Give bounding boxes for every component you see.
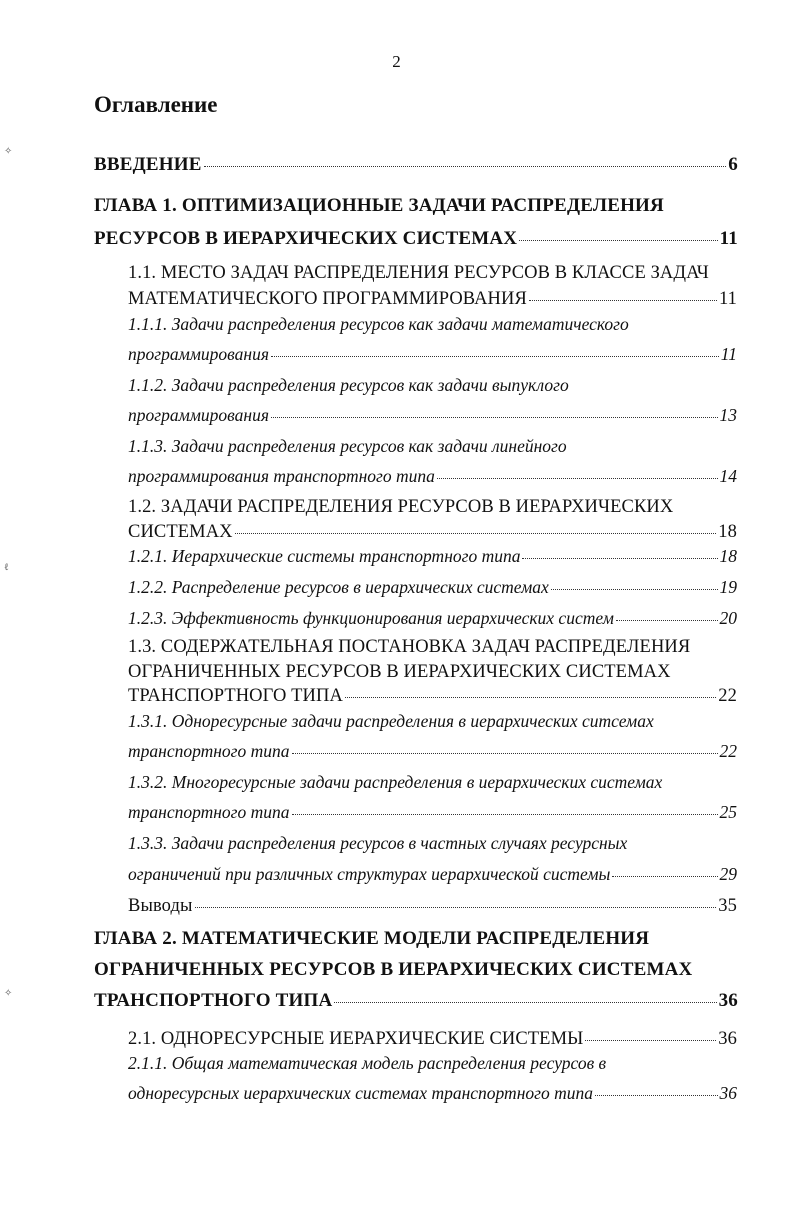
leader-dots [292,753,718,754]
leader-dots [345,697,716,698]
toc-page-number: 36 [718,990,738,1011]
toc-entry-chapter2-line2[interactable]: ОГРАНИЧЕННЫХ РЕСУРСОВ В ИЕРАРХИЧЕСКИХ СИСТЕМАХ [94,959,693,980]
toc-entry-chapter1-line1[interactable]: ГЛАВА 1. ОПТИМИЗАЦИОННЫЕ ЗАДАЧИ РАСПРЕДЕЛЕНИЯ [94,195,664,216]
toc-entry-text: СИСТЕМАХ [128,522,233,542]
toc-entry-1-2-1[interactable] [128,546,737,567]
toc-page-number: 18 [719,546,737,566]
toc-entry-text: РЕСУРСОВ В ИЕРАРХИЧЕСКИХ СИСТЕМАХ [94,228,518,249]
leader-dots [271,417,718,418]
toc-entry-text: программирования [128,344,269,364]
toc-entry-text: программирования транспортного типа [128,466,435,486]
scan-speck: ✧ [4,988,13,999]
toc-page-number: 11 [718,289,737,309]
toc-entry-1-2-line1[interactable]: 1.2. ЗАДАЧИ РАСПРЕДЕЛЕНИЯ РЕСУРСОВ В ИЕРАРХИЧЕСКИХ [128,497,674,517]
scan-speck: ℓ [4,562,9,573]
toc-entry-1-1-1[interactable] [128,344,737,365]
toc-entry-text: 2.1. ОДНОРЕСУРСНЫЕ ИЕРАРХИЧЕСКИЕ СИСТЕМЫ [128,1029,584,1049]
leader-dots [551,589,718,590]
toc-entry-text: ТРАНСПОРТНОГО ТИПА [94,990,333,1011]
toc-entry-text: ТРАНСПОРТНОГО ТИПА [128,686,343,706]
toc-entry-2-1-1-line1[interactable]: 2.1.1. Общая математическая модель распределения ресурсов в [128,1053,607,1073]
toc-entry-1-1-2[interactable] [128,405,737,426]
toc-page-number: 29 [719,864,737,884]
leader-dots [437,478,718,479]
toc-entry-1-1-2-line1[interactable]: 1.1.2. Задачи распределения ресурсов как задачи выпуклого [128,375,569,395]
toc-entry-text: ВВЕДЕНИЕ [94,154,202,175]
leader-dots [616,620,718,621]
leader-dots [585,1040,716,1041]
toc-entry-2-1[interactable] [128,1029,737,1050]
leader-dots [271,356,719,357]
toc-page-number: 25 [719,802,737,822]
leader-dots [595,1095,718,1096]
toc-entry-1-1-3-line1[interactable]: 1.1.3. Задачи распределения ресурсов как задачи линейного [128,436,567,456]
leader-dots [235,533,717,534]
toc-entry-1-3-1-line1[interactable]: 1.3.1. Однорecурсные задачи распределения в иерархических ситсемах [128,711,654,731]
toc-entry-text: ограничений при различных структурах иерархической системы [128,864,611,884]
toc-entry-chapter1[interactable] [94,228,738,250]
leader-dots [612,876,717,877]
leader-dots [522,558,717,559]
toc-entry-1-1-1-line1[interactable]: 1.1.1. Задачи распределения ресурсов как задачи математического [128,314,629,334]
toc-entry-1-2-3[interactable] [128,608,737,629]
toc-entry-text: программирования [128,405,269,425]
scan-speck: ✧ [4,146,13,157]
toc-entry-1-3-3[interactable] [128,864,737,885]
leader-dots [204,166,727,167]
leader-dots [529,300,717,301]
leader-dots [292,814,718,815]
toc-entry-text: 1.2.3. Эффективность функционирования иерархических систем [128,608,614,628]
toc-page-number: 13 [719,405,737,425]
toc-entry-conclusions[interactable] [128,896,737,917]
toc-entry-2-1-1[interactable] [128,1083,737,1104]
toc-page-number: 18 [718,522,737,542]
toc-page-number: 6 [728,154,738,175]
toc-entry-1-3-3-line1[interactable]: 1.3.3. Задачи распределения ресурсов в частных случаях ресурсных [128,833,628,853]
toc-entry-1-3[interactable] [128,686,737,707]
toc-entry-text: транспортного типа [128,802,290,822]
toc-page-number: 19 [719,577,737,597]
toc-entry-1-3-2[interactable] [128,802,737,823]
toc-entry-text: транспортного типа [128,741,290,761]
leader-dots [334,1002,716,1003]
toc-entry-text: МАТЕМАТИЧЕСКОГО ПРОГРАММИРОВАНИЯ [128,289,527,309]
toc-entry-text: 1.2.1. Иерархические системы транспортного типа [128,546,521,566]
toc-entry-1-1[interactable] [128,289,737,310]
toc-entry-chapter2[interactable] [94,990,738,1012]
toc-page-number: 22 [719,741,737,761]
toc-entry-1-3-line2[interactable]: ОГРАНИЧЕННЫХ РЕСУРСОВ В ИЕРАРХИЧЕСКИХ СИСТЕМАХ [128,662,671,682]
toc-page-number: 14 [719,466,737,486]
toc-entry-1-1-3[interactable] [128,466,737,487]
toc-entry-text: 1.2.2. Распределение ресурсов в иерархических системах [128,577,549,597]
toc-page-number: 11 [720,344,737,364]
toc-entry-text: одноресурсных иерархических системах транспортного типа [128,1083,593,1103]
page-number: 2 [392,52,401,71]
toc-entry-1-3-2-line1[interactable]: 1.3.2. Многоресурсные задачи распределения в иерархических системах [128,772,663,792]
toc-title: Оглавление [94,92,218,117]
leader-dots [195,907,717,908]
toc-page-number: 20 [719,608,737,628]
toc-entry-1-1-line1[interactable]: 1.1. МЕСТО ЗАДАЧ РАСПРЕДЕЛЕНИЯ РЕСУРСОВ В КЛАССЕ ЗАДАЧ [128,263,709,283]
toc-entry-1-2[interactable] [128,522,737,543]
toc-page-number: 35 [718,896,737,916]
toc-page-number: 22 [718,686,737,706]
toc-page-number: 11 [719,228,738,249]
leader-dots [519,240,717,241]
toc-page-number: 36 [718,1029,737,1049]
toc-entry-text: Выводы [128,896,193,916]
toc-entry-1-3-1[interactable] [128,741,737,762]
toc-entry-1-3-line1[interactable]: 1.3. СОДЕРЖАТЕЛЬНАЯ ПОСТАНОВКА ЗАДАЧ РАСПРЕДЕЛЕНИЯ [128,637,691,657]
toc-entry-1-2-2[interactable] [128,577,737,598]
toc-page-number: 36 [719,1083,737,1103]
toc-entry-chapter2-line1[interactable]: ГЛАВА 2. МАТЕМАТИЧЕСКИЕ МОДЕЛИ РАСПРЕДЕЛЕНИЯ [94,928,650,949]
toc-entry-intro[interactable] [94,154,738,176]
